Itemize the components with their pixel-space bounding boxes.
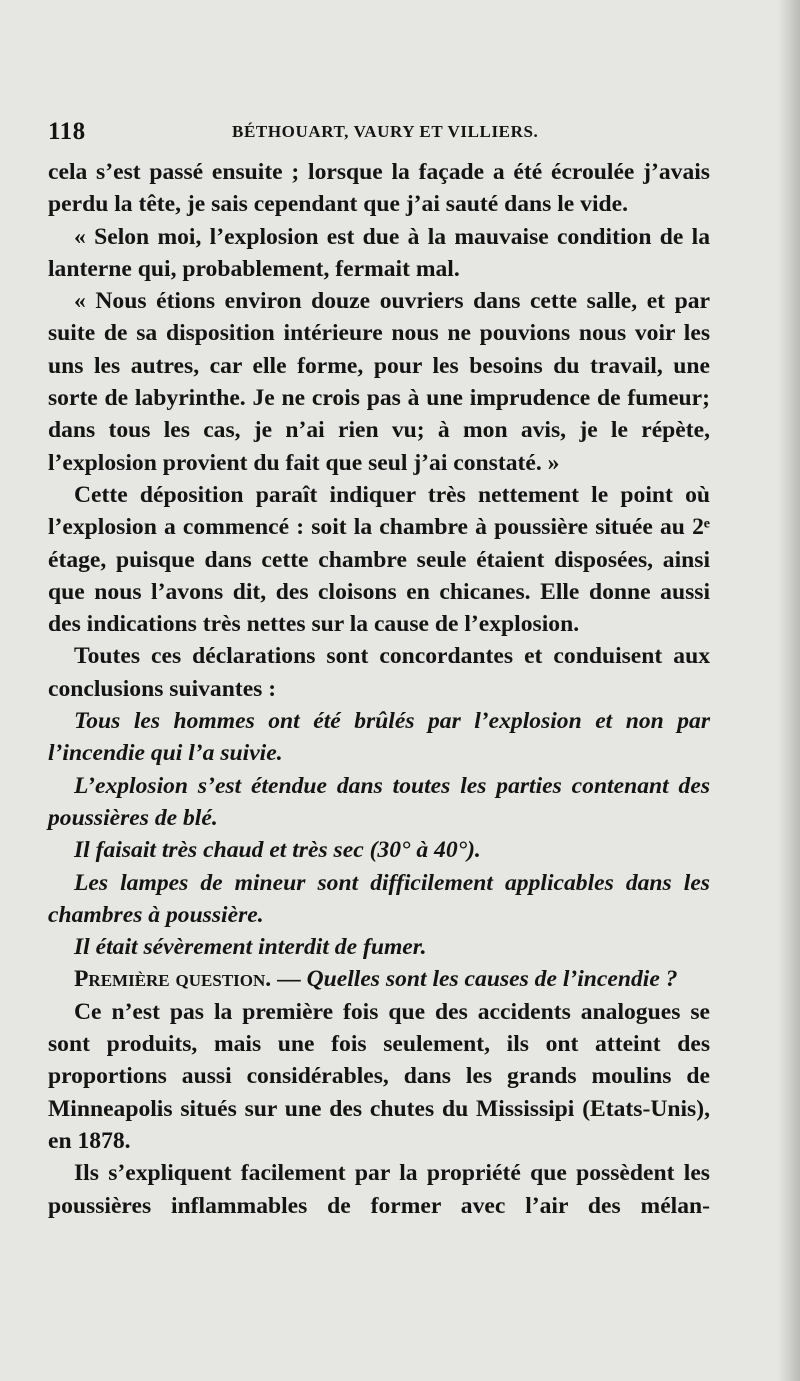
body-text xyxy=(48,156,710,1222)
paragraph-1: cela s’est passé ensuite ; lorsque la façade a été écroulée j’avais perdu la tête, je sais cependant que j’ai sauté dans le vide. xyxy=(48,159,710,218)
conclusion-3: Il faisait très chaud et très sec (30° à 40°). xyxy=(74,837,481,864)
paragraph-4: Cette déposition paraît indiquer très nettement le point où l’explosion a commencé : soit la chambre à poussière située au 2ᵉ étage, puisque dans cette chambre seule étaient disposées, ainsi que nous l’avons dit, des cloisons en chicanes. Elle donne aussi des indications très nettes sur la cause de l’explosion. xyxy=(48,481,710,638)
running-title: BÉTHOUART, VAURY ET VILLIERS. xyxy=(232,122,539,141)
question-dash: — xyxy=(271,966,307,993)
paragraph-7: Ils s’expliquent facilement par la propriété que possèdent les poussières inflammables de former avec l’air des mélan- xyxy=(48,1160,710,1219)
conclusion-5: Il était sévèrement interdit de fumer. xyxy=(74,934,427,961)
question-heading xyxy=(48,963,710,995)
page-edge-shadow xyxy=(778,0,800,1381)
conclusion-2: L’explosion s’est étendue dans toutes les parties contenant des poussières de blé. xyxy=(48,772,710,831)
paragraph-5: Toutes ces déclarations sont concordantes et conduisent aux conclusions suivantes : xyxy=(48,643,710,702)
conclusion-4: Les lampes de mineur sont difficilement applicables dans les chambres à poussière. xyxy=(48,869,710,928)
question-label: Première question. xyxy=(74,966,272,993)
conclusion-1: Tous les hommes ont été brûlés par l’explosion et non par l’incendie qui l’a suivie. xyxy=(48,708,710,767)
paragraph-6: Ce n’est pas la première fois que des accidents analogues se sont produits, mais une fois seulement, ils ont atteint des proportions aussi considérables, dans les grands moulins de Minneapolis situés sur une des chutes du Mississipi (Etats-Unis), en 1878. xyxy=(48,998,710,1154)
running-head xyxy=(48,118,718,148)
paragraph-3: « Nous étions environ douze ouvriers dans cette salle, et par suite de sa disposition intérieure nous ne pouvions nous voir les uns les autres, car elle forme, pour les besoins du travail, une sorte de labyrinthe. Je ne crois pas à une imprudence de fumeur; dans tous les cas, je n’ai rien vu; à mon avis, je le répète, l’explosion provient du fait que seul j’ai constaté. » xyxy=(48,288,710,476)
page-number: 118 xyxy=(48,118,86,145)
question-text: Quelles sont les causes de l’incendie ? xyxy=(306,966,678,993)
paragraph-2: « Selon moi, l’explosion est due à la mauvaise condition de la lanterne qui, probablement, fermait mal. xyxy=(48,223,710,282)
